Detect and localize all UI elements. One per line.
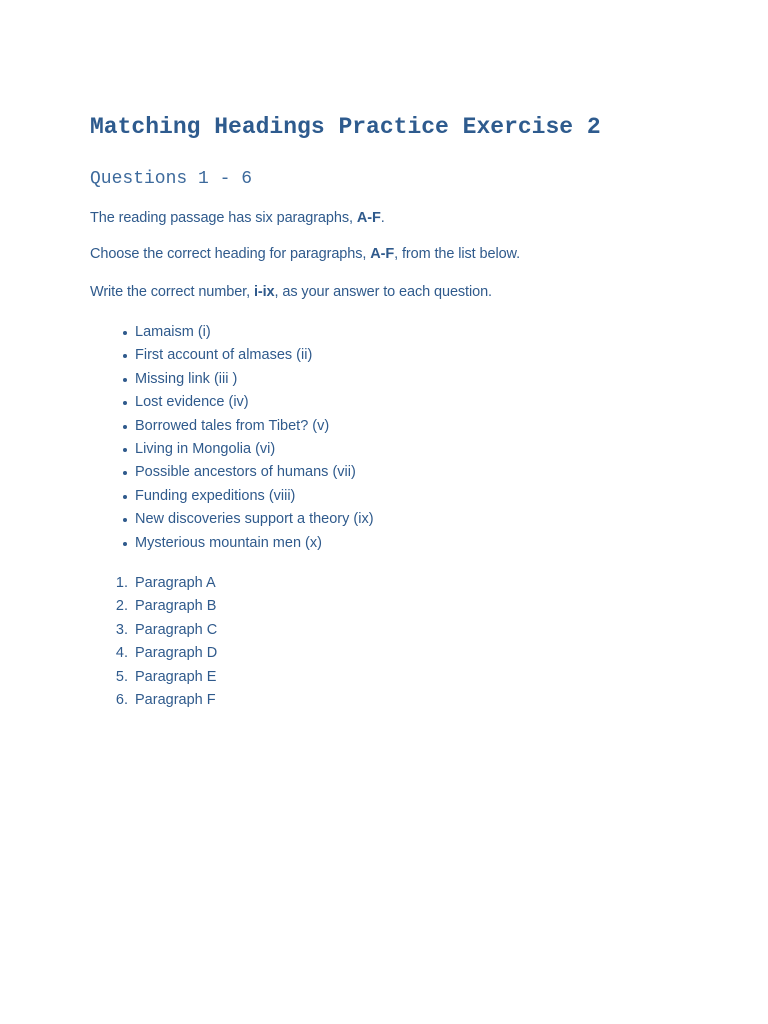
heading-item: New discoveries support a theory (ix) bbox=[135, 508, 374, 531]
instruction-text: Write the correct number, bbox=[90, 284, 254, 300]
questions-subtitle: Questions 1 - 6 bbox=[90, 169, 253, 189]
question-label: Paragraph E bbox=[135, 668, 217, 685]
heading-item: Missing link (iii ) bbox=[135, 368, 374, 391]
question-item bbox=[115, 619, 218, 642]
instruction-choose-heading bbox=[90, 244, 520, 264]
question-label: Paragraph F bbox=[135, 691, 216, 708]
instruction-bold: A-F bbox=[370, 246, 395, 262]
question-number: 2. bbox=[115, 598, 128, 615]
questions-list bbox=[115, 572, 218, 712]
question-number: 4. bbox=[115, 645, 128, 662]
question-item bbox=[115, 689, 217, 712]
question-item bbox=[115, 572, 217, 595]
question-item bbox=[115, 595, 217, 618]
instruction-bold: i-ix bbox=[253, 284, 275, 300]
question-number: 3. bbox=[115, 621, 128, 638]
instruction-text: . bbox=[380, 210, 385, 226]
heading-item: Possible ancestors of humans (vii) bbox=[135, 461, 374, 484]
question-label: Paragraph D bbox=[135, 645, 218, 662]
question-label: Paragraph A bbox=[135, 575, 216, 591]
headings-list bbox=[135, 321, 374, 555]
question-label: Paragraph B bbox=[135, 598, 217, 615]
heading-item: Funding expeditions (viii) bbox=[135, 485, 374, 508]
heading-item: Mysterious mountain men (x) bbox=[135, 532, 374, 555]
instruction-text: Choose the correct heading for paragraphs, bbox=[90, 246, 371, 262]
heading-item: Borrowed tales from Tibet? (v) bbox=[135, 415, 374, 438]
instruction-write-number bbox=[90, 282, 492, 302]
heading-item: Living in Mongolia (vi) bbox=[135, 438, 374, 461]
heading-item: Lost evidence (iv) bbox=[135, 391, 374, 414]
instruction-text: , from the list below. bbox=[394, 246, 521, 262]
instruction-paragraphs bbox=[90, 208, 385, 228]
question-number: 5. bbox=[115, 668, 128, 685]
instruction-bold: A-F bbox=[356, 210, 381, 226]
instruction-text: The reading passage has six paragraphs, bbox=[90, 210, 357, 226]
question-item bbox=[115, 642, 218, 665]
question-number: 1. bbox=[115, 575, 128, 591]
question-item bbox=[115, 666, 217, 689]
instruction-text: , as your answer to each question. bbox=[274, 284, 492, 300]
page-title: Matching Headings Practice Exercise 2 bbox=[90, 114, 601, 140]
heading-item: First account of almases (ii) bbox=[135, 344, 374, 367]
question-label: Paragraph C bbox=[135, 621, 218, 638]
question-number: 6. bbox=[115, 691, 128, 708]
heading-item: Lamaism (i) bbox=[135, 321, 374, 344]
